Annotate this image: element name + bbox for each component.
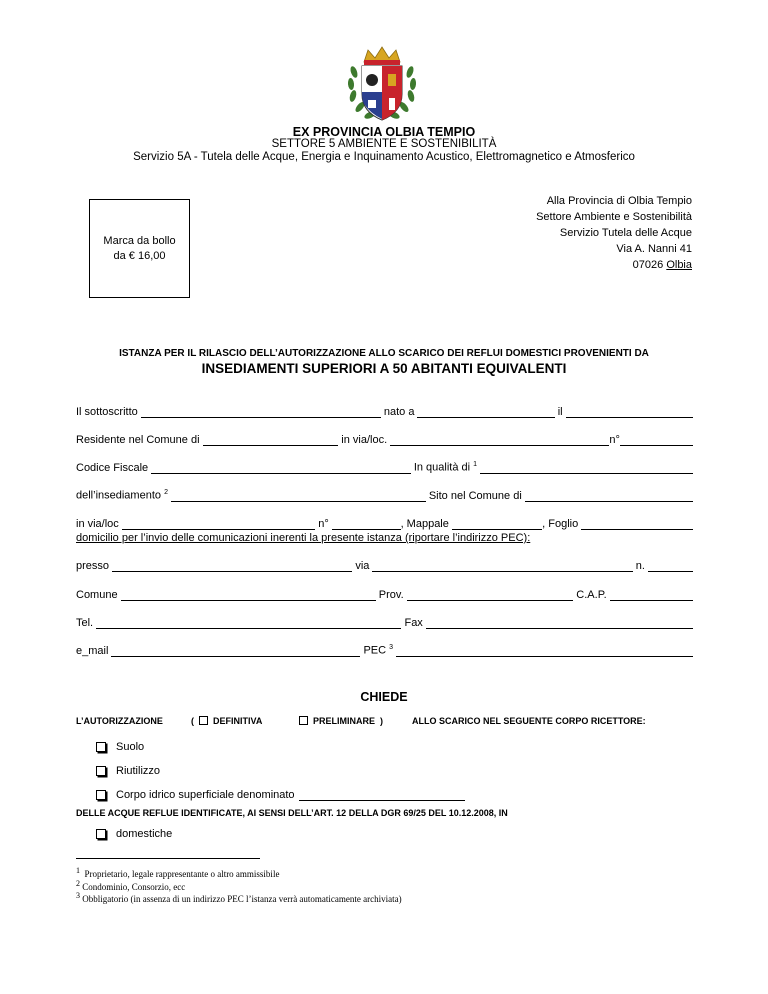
label-comune: Comune bbox=[76, 589, 118, 601]
recipient-address bbox=[536, 193, 692, 273]
form-subtitle: INSEDIAMENTI SUPERIORI A 50 ABITANTI EQUIVALENTI bbox=[201, 361, 567, 376]
form-row-tel bbox=[76, 615, 693, 629]
service-name: Servizio 5A - Tutela delle Acque, Energia e Inquinamento Acustico, Elettromagnetico e Atmosferico bbox=[133, 151, 635, 163]
field-via-sito[interactable] bbox=[122, 519, 315, 530]
field-qualita[interactable] bbox=[480, 463, 693, 474]
label-foglio: , Foglio bbox=[542, 518, 579, 530]
label-email: e_mail bbox=[76, 645, 109, 657]
option-suolo[interactable] bbox=[96, 741, 144, 753]
footnote-ref-3: 3 bbox=[389, 644, 394, 652]
field-foglio[interactable] bbox=[581, 519, 693, 530]
option-preliminare[interactable] bbox=[299, 716, 383, 726]
option-definitiva[interactable] bbox=[191, 716, 262, 726]
recipient-city-line bbox=[536, 257, 692, 273]
recipient-line: Settore Ambiente e Sostenibilità bbox=[536, 211, 692, 223]
acque-reflue-heading: DELLE ACQUE REFLUE IDENTIFICATE, AI SENSI DELL’ART. 12 DELLA DGR 69/25 DEL 10.12.2008, IN bbox=[76, 808, 508, 818]
preliminare-label: PRELIMINARE bbox=[313, 716, 376, 726]
domestiche-checkbox[interactable] bbox=[96, 829, 106, 839]
footnote-2: $^2$ Condominio, Consorzio, ecc bbox=[76, 879, 186, 892]
province-coat-of-arms-logo bbox=[340, 42, 424, 126]
label-prov: Prov. bbox=[378, 589, 404, 601]
field-provincia[interactable] bbox=[407, 590, 574, 601]
field-sottoscritto[interactable] bbox=[141, 407, 381, 418]
field-codice-fiscale[interactable] bbox=[151, 463, 411, 474]
label-qualita: In qualità di $^1$ bbox=[413, 461, 478, 474]
field-corpo-idrico-nome[interactable] bbox=[299, 790, 465, 801]
field-numero-residenza[interactable] bbox=[620, 435, 693, 446]
definitiva-label: DEFINITIVA bbox=[213, 716, 263, 726]
form-title: ISTANZA PER IL RILASCIO DELL’AUTORIZZAZIONE ALLO SCARICO DEI REFLUI DOMESTICI PROVENIENTI DA bbox=[119, 348, 649, 359]
field-comune-residenza[interactable] bbox=[203, 435, 339, 446]
field-cap[interactable] bbox=[610, 590, 693, 601]
label-presso: presso bbox=[76, 560, 110, 572]
riutilizzo-checkbox[interactable] bbox=[96, 766, 106, 776]
option-riutilizzo[interactable] bbox=[96, 765, 160, 777]
label-tel: Tel. bbox=[76, 617, 94, 629]
label-insediamento: dell’insediamento $^2$ bbox=[76, 489, 168, 502]
label-numero-domicilio: n. bbox=[635, 560, 645, 572]
label-via-loc-sito: in via/loc bbox=[76, 518, 119, 530]
corpo-idrico-checkbox[interactable] bbox=[96, 790, 106, 800]
field-birth-date[interactable] bbox=[566, 407, 693, 418]
form-row-sottoscritto bbox=[76, 404, 693, 418]
domestiche-label: domestiche bbox=[116, 828, 173, 840]
field-mappale[interactable] bbox=[452, 519, 542, 530]
label-numero-sito: n° bbox=[318, 518, 329, 530]
recipient-zip: 07026 bbox=[632, 259, 667, 271]
field-nato-a[interactable] bbox=[417, 407, 554, 418]
label-cap: C.A.P. bbox=[576, 589, 607, 601]
footnote-ref-2: 2 bbox=[164, 489, 168, 497]
field-email[interactable] bbox=[111, 646, 360, 657]
recipient-line: Via A. Nanni 41 bbox=[616, 243, 692, 255]
stamp-amount: da € 16,00 bbox=[113, 249, 166, 262]
recipient-city: Olbia bbox=[666, 259, 692, 271]
revenue-stamp-box bbox=[89, 199, 190, 298]
open-paren: ( bbox=[191, 716, 194, 726]
field-telefono[interactable] bbox=[96, 618, 401, 629]
label-codice-fiscale: Codice Fiscale bbox=[76, 462, 149, 474]
footnote-divider bbox=[76, 858, 260, 859]
field-via-domicilio[interactable] bbox=[372, 561, 632, 572]
label-pec: PEC $^3$ bbox=[363, 644, 394, 657]
footnote-ref-1: 1 bbox=[473, 461, 478, 469]
field-pec[interactable] bbox=[396, 646, 693, 657]
label-nato-a: nato a bbox=[383, 406, 415, 418]
field-fax[interactable] bbox=[426, 618, 693, 629]
label-corpo-ricettore: ALLO SCARICO NEL SEGUENTE CORPO RICETTORE: bbox=[412, 716, 646, 726]
form-row-insediamento bbox=[76, 488, 693, 502]
form-row-presso bbox=[76, 558, 693, 572]
field-sito-comune[interactable] bbox=[525, 491, 693, 502]
field-insediamento[interactable] bbox=[171, 491, 426, 502]
field-numero-domicilio[interactable] bbox=[648, 561, 693, 572]
footnote-1: $^1$ Proprietario, legale rappresentante o altro ammissibile bbox=[76, 866, 280, 879]
field-via-residenza[interactable] bbox=[390, 435, 609, 446]
label-fax: Fax bbox=[404, 617, 423, 629]
label-numero: n° bbox=[609, 434, 620, 446]
sector-name: SETTORE 5 AMBIENTE E SOSTENIBILITÀ bbox=[271, 138, 497, 150]
label-residente: Residente nel Comune di bbox=[76, 434, 200, 446]
label-via-loc: in via/loc. bbox=[341, 434, 388, 446]
stamp-label: Marca da bollo bbox=[103, 234, 176, 247]
close-paren: ) bbox=[380, 716, 384, 726]
form-row-email bbox=[76, 643, 693, 657]
chiede-heading: CHIEDE bbox=[360, 690, 408, 704]
label-mappale: , Mappale bbox=[400, 518, 449, 530]
domicilio-heading: domicilio per l’invio delle comunicazioni inerenti la presente istanza (riportare l’indirizzo PEC): bbox=[76, 532, 531, 544]
label-sottoscritto: Il sottoscritto bbox=[76, 406, 138, 418]
form-row-comune bbox=[76, 587, 693, 601]
field-presso[interactable] bbox=[112, 561, 352, 572]
label-il: il bbox=[557, 406, 563, 418]
suolo-label: Suolo bbox=[116, 741, 145, 753]
riutilizzo-label: Riutilizzo bbox=[116, 765, 161, 777]
recipient-line: Servizio Tutela delle Acque bbox=[559, 227, 692, 239]
option-corpo-idrico[interactable] bbox=[96, 789, 465, 801]
label-via: via bbox=[355, 560, 370, 572]
form-row-residente bbox=[76, 432, 693, 446]
label-autorizzazione: L’AUTORIZZAZIONE bbox=[76, 716, 163, 726]
entity-name: EX PROVINCIA OLBIA TEMPIO bbox=[292, 125, 476, 139]
form-row-ubicazione bbox=[76, 516, 693, 530]
preliminare-checkbox[interactable] bbox=[299, 716, 308, 725]
field-numero-sito[interactable] bbox=[332, 519, 401, 530]
corpo-idrico-label: Corpo idrico superficiale denominato bbox=[116, 789, 295, 801]
definitiva-checkbox[interactable] bbox=[199, 716, 208, 725]
suolo-checkbox[interactable] bbox=[96, 742, 106, 752]
label-sito-comune: Sito nel Comune di bbox=[428, 490, 522, 502]
option-domestiche[interactable] bbox=[96, 828, 172, 840]
field-comune-domicilio[interactable] bbox=[121, 590, 376, 601]
recipient-line: Alla Provincia di Olbia Tempio bbox=[546, 195, 692, 207]
form-row-codice-fiscale bbox=[76, 460, 693, 474]
footnote-3: $^3$ Obbligatorio (in assenza di un indirizzo PEC l’istanza verrà automaticamente archiviata) bbox=[76, 891, 402, 904]
